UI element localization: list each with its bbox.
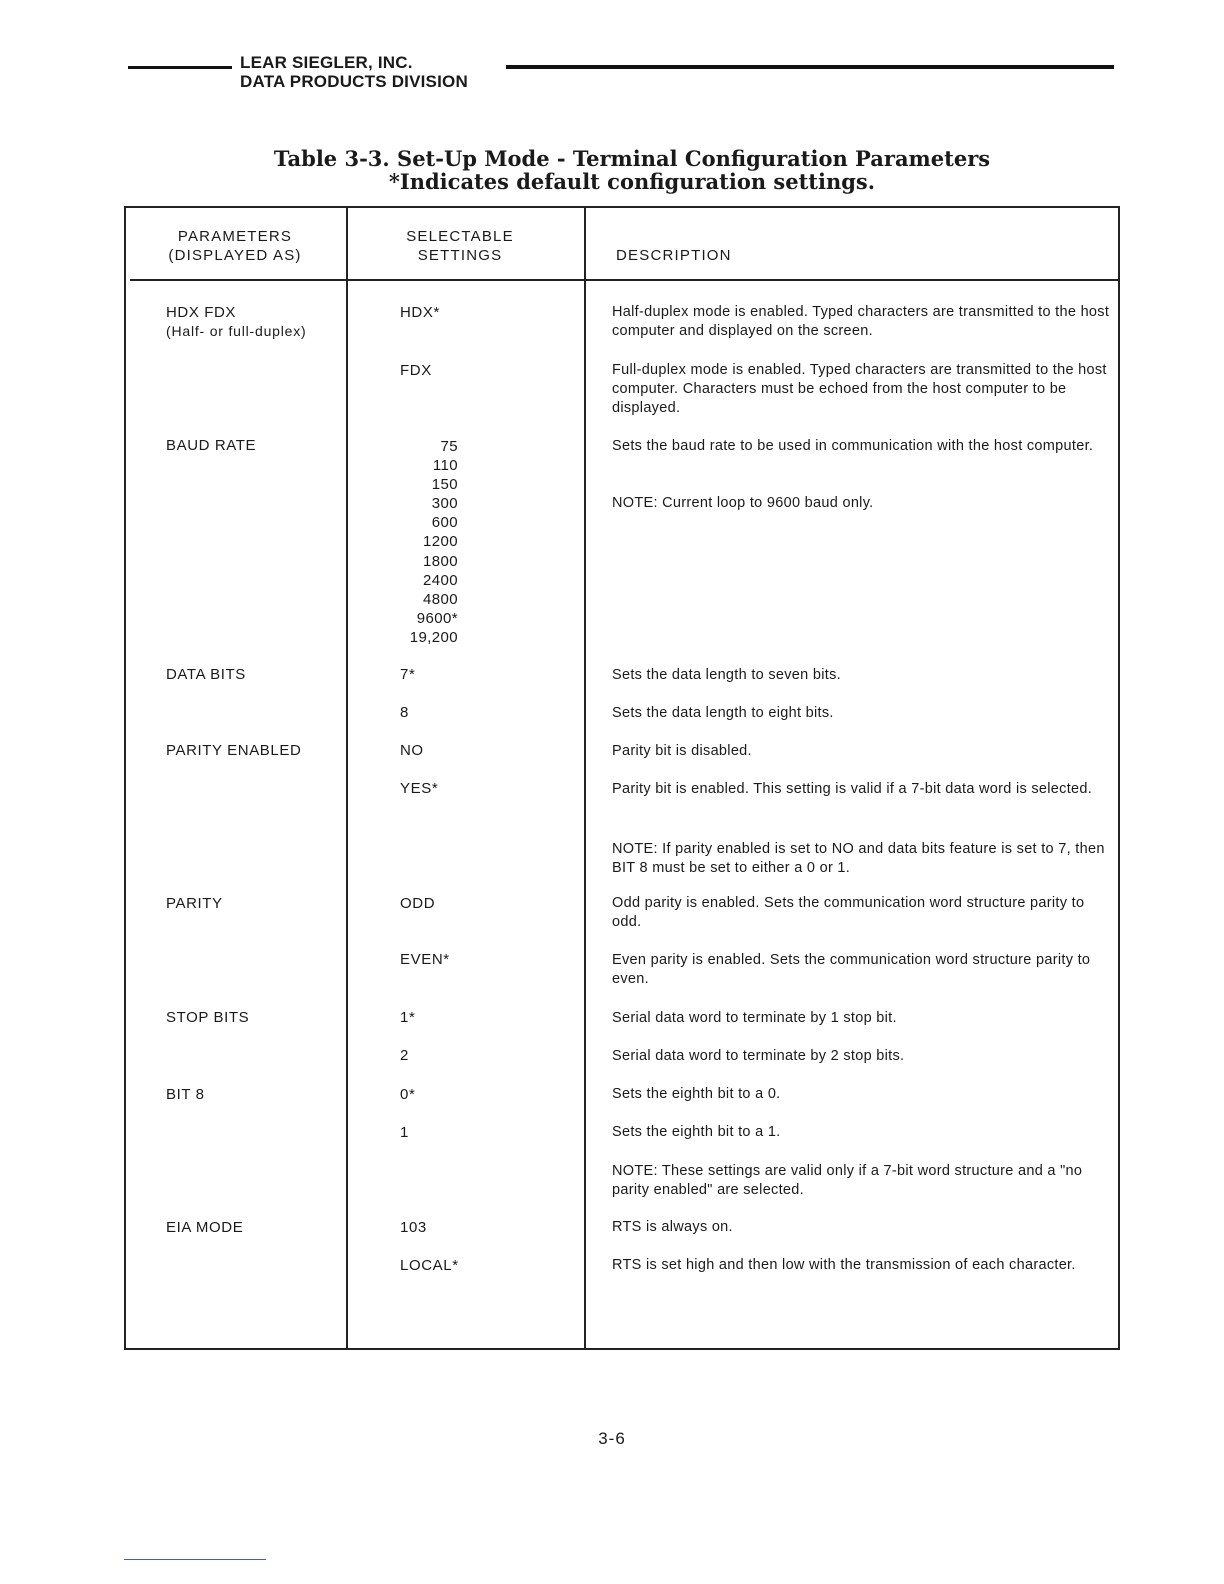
setting-data-bits-8: 8 (400, 704, 409, 721)
baud-value: 1200 (423, 533, 458, 551)
header-rule-right (506, 65, 1114, 69)
param-parity: PARITY (166, 895, 223, 912)
setting-eia-local: LOCAL* (400, 1257, 459, 1274)
baud-value: 110 (432, 457, 458, 475)
desc-parity-even: Even parity is enabled. Sets the communication word structure parity to even. (612, 952, 1091, 987)
desc-hdx: Half-duplex mode is enabled. Typed characters are transmitted to the host computer and displayed on the screen. (612, 304, 1110, 339)
desc-parity-odd: Odd parity is enabled. Sets the communication word structure parity to odd. (612, 895, 1085, 930)
note-parity-enabled: NOTE: If parity enabled is set to NO and data bits feature is set to 7, then BIT 8 must be set to either a 0 or 1. (612, 841, 1105, 876)
desc-eia-103: RTS is always on. (612, 1219, 733, 1235)
desc-stop-bits-2: Serial data word to terminate by 2 stop bits. (612, 1048, 905, 1064)
param-data-bits: DATA BITS (166, 666, 246, 683)
setting-hdx: HDX* (400, 304, 440, 321)
desc-baud-rate: Sets the baud rate to be used in communication with the host computer. (612, 438, 1094, 454)
setting-stop-bits-2: 2 (400, 1047, 409, 1064)
desc-eia-local: RTS is set high and then low with the transmission of each character. (612, 1257, 1076, 1273)
param-eia-mode: EIA MODE (166, 1219, 244, 1236)
baud-value: 150 (431, 476, 458, 494)
column-divider-1 (346, 207, 348, 1349)
header-company-block (240, 53, 468, 91)
setting-data-bits-7: 7* (400, 666, 416, 683)
column-divider-2 (584, 207, 586, 1349)
setting-bit8-1: 1 (400, 1124, 409, 1141)
setting-parity-odd: ODD (400, 895, 436, 912)
desc-bit8-0: Sets the eighth bit to a 0. (612, 1086, 781, 1102)
column-header-description: DESCRIPTION (616, 247, 732, 264)
baud-value: 300 (431, 495, 458, 513)
param-parity-enabled: PARITY ENABLED (166, 742, 302, 759)
footer-rule (124, 1559, 266, 1560)
baud-value: 75 (440, 438, 458, 455)
setting-eia-103: 103 (400, 1219, 427, 1236)
table-subtitle: *Indicates default configuration settings. (388, 169, 876, 194)
company-name: LEAR SIEGLER, INC. (240, 53, 413, 72)
note-bit-8: NOTE: These settings are valid only if a 7-bit word structure and a "no parity enabled" are selected. (612, 1163, 1083, 1198)
baud-value: 19,200 (409, 628, 458, 646)
param-hdx-fdx-sub: (Half- or full-duplex) (166, 323, 307, 339)
baud-value: 600 (431, 514, 458, 532)
setting-parity-even: EVEN* (400, 951, 450, 968)
baud-value: 1800 (423, 552, 458, 570)
page-number: 3-6 (598, 1429, 626, 1448)
desc-bit8-1: Sets the eighth bit to a 1. (612, 1124, 781, 1140)
param-stop-bits: STOP BITS (166, 1009, 250, 1026)
note-baud-rate: NOTE: Current loop to 9600 baud only. (612, 495, 874, 511)
desc-data-bits-8: Sets the data length to eight bits. (612, 705, 834, 721)
desc-data-bits-7: Sets the data length to seven bits. (612, 667, 841, 683)
column-header-settings: SELECTABLE SETTINGS (406, 228, 514, 264)
desc-parity-no: Parity bit is disabled. (612, 743, 752, 759)
setting-fdx: FDX (400, 362, 432, 379)
setting-parity-no: NO (400, 742, 424, 759)
baud-value: 2400 (423, 571, 458, 589)
division-name: DATA PRODUCTS DIVISION (240, 72, 468, 91)
desc-fdx: Full-duplex mode is enabled. Typed characters are transmitted to the host computer. Characters must be echoed from the host computer to be displayed. (612, 362, 1107, 416)
header-rule-left (128, 66, 232, 69)
desc-parity-yes: Parity bit is enabled. This setting is valid if a 7-bit data word is selected. (612, 781, 1093, 797)
setting-parity-yes: YES* (400, 780, 439, 797)
baud-value: 9600* (416, 609, 458, 627)
baud-value: 4800 (423, 590, 458, 608)
table-title: Table 3-3. Set-Up Mode - Terminal Configuration Parameters (273, 146, 991, 171)
param-hdx-fdx: HDX FDX (Half- or full-duplex) (166, 304, 307, 339)
desc-stop-bits-1: Serial data word to terminate by 1 stop bit. (612, 1010, 897, 1026)
param-bit-8: BIT 8 (166, 1086, 205, 1103)
column-header-parameters: PARAMETERS (DISPLAYED AS) (168, 228, 302, 264)
param-baud-rate: BAUD RATE (166, 437, 257, 454)
baud-list (400, 437, 458, 647)
table-header-divider (130, 279, 1120, 281)
setting-stop-bits-1: 1* (400, 1009, 416, 1026)
setting-bit8-0: 0* (400, 1086, 416, 1103)
